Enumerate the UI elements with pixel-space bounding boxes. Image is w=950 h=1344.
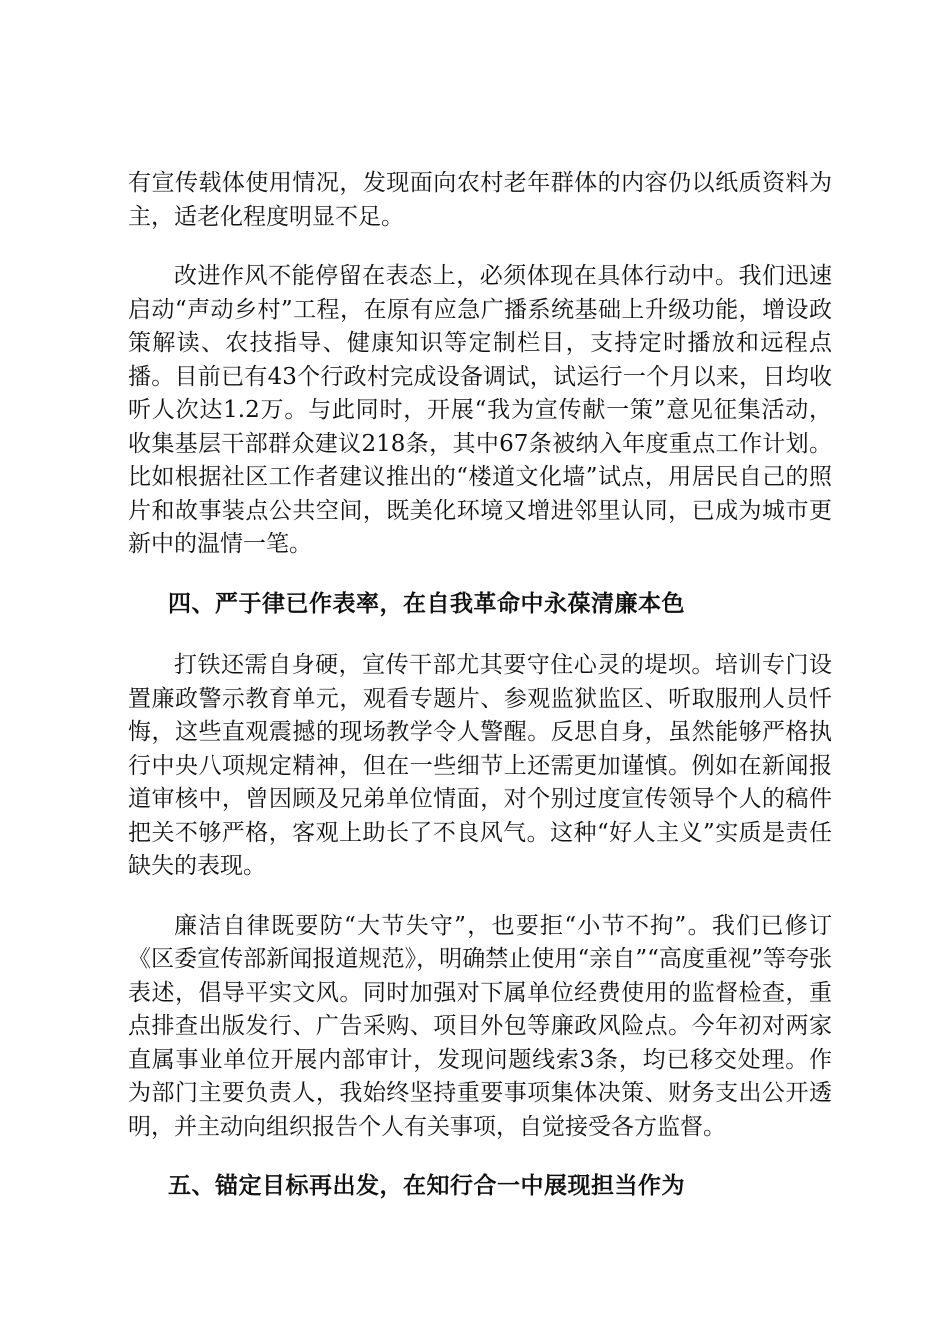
section-heading-four: 四、严于律已作表率，在自我革命中永葆清廉本色: [168, 590, 685, 617]
paragraph-action: 改进作风不能停留在表态上，必须体现在具体行动中。我们迅速启动“声动乡村”工程，在原有应急广播系统基础上升级功能，增设政策解读、农技指导、健康知识等定制栏目，支持定时播放和远程点播。目前已有43个行政村完成设备调试，试运行一个月以来，日均收听人次达1.2万。与此同时，开展“我为宣传献一策”意见征集活动，收集基层干部群众建议218条，其中67条被纳入年度重点工作计划。比如根据社区工作者建议推出的“楼道文化墙”试点，用居民自己的照片和故事装点公共空间，既美化环境又增进邻里认同，已成为城市更新中的温情一笔。: [128, 263, 832, 557]
paragraph-continuation: 有宣传载体使用情况，发现面向农村老年群体的内容仍以纸质资料为主，适老化程度明显不足。: [128, 170, 832, 230]
paragraph-self-discipline: 廉洁自律既要防“大节失守”，也要拒“小节不拘”。我们已修订《区委宣传部新闻报道规范》，明确禁止使用“亲自”“高度重视”等夸张表述，倡导平实文风。同时加强对下属单位经费使用的监督检查，重点排查出版发行、广告采购、项目外包等廉政风险点。今年初对两家直属事业单位开展内部审计，发现问题线索3条，均已移交处理。作为部门主要负责人，我始终坚持重要事项集体决策、财务支出公开透明，并主动向组织报告个人有关事项，自觉接受各方监督。: [128, 912, 832, 1140]
paragraph-integrity-reflection: 打铁还需自身硬，宣传干部尤其要守住心灵的堤坝。培训专门设置廉政警示教育单元，观看专题片、参观监狱监区、听取服刑人员忏悔，这些直观震撼的现场教学令人警醒。反思自身，虽然能够严格执行中央八项规定精神，但在一些细节上还需更加谨慎。例如在新闻报道审核中，曾因顾及兄弟单位情面，对个别过度宣传领导个人的稿件把关不够严格，客观上助长了不良风气。这种“好人主义”实质是责任缺失的表现。: [128, 652, 832, 879]
section-heading-five: 五、锚定目标再出发，在知行合一中展现担当作为: [168, 1173, 685, 1199]
document-body: [128, 167, 832, 1232]
